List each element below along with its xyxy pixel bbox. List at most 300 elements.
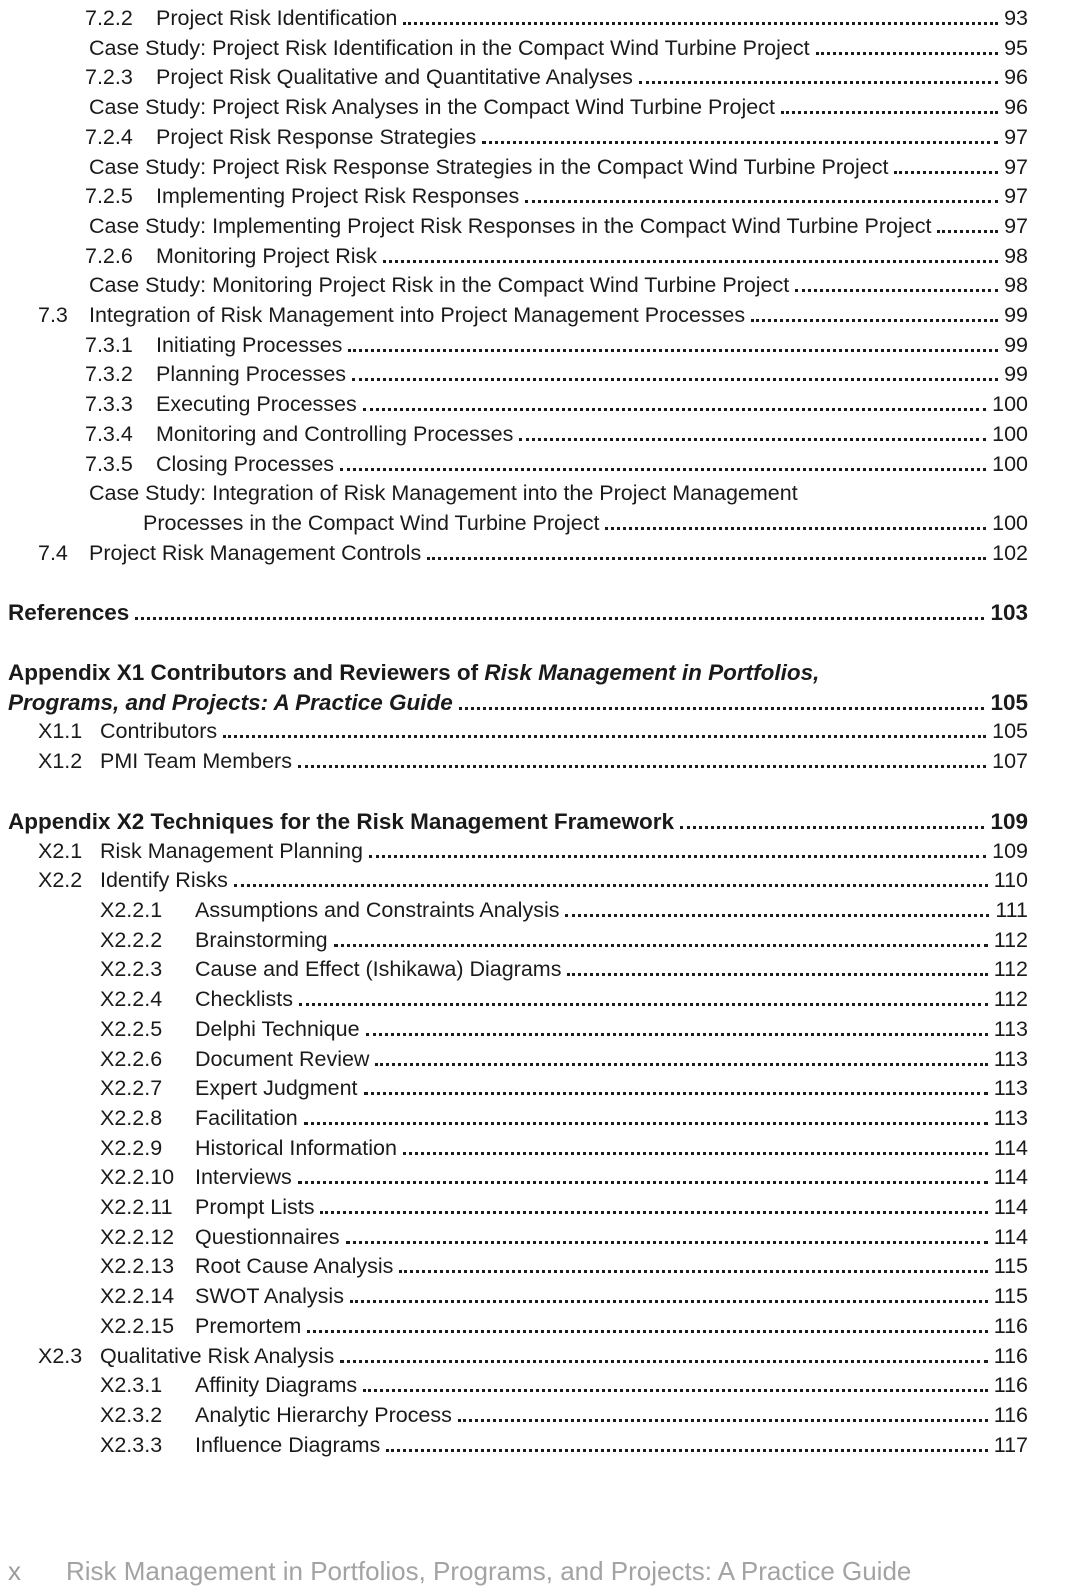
toc-entry — [8, 479, 1028, 538]
toc-entry-page: 115 — [993, 1284, 1028, 1309]
dot-leader — [352, 365, 998, 382]
toc-entry-title-text: References — [8, 600, 130, 626]
toc-entry — [8, 1134, 1028, 1164]
toc-entry-page: 105 — [992, 719, 1028, 744]
toc-entry — [8, 837, 1028, 867]
toc-entry-title — [156, 390, 357, 420]
toc-entry-line — [100, 1252, 1028, 1282]
toc-entry — [8, 390, 1028, 420]
toc-entry-title — [8, 688, 453, 718]
toc-entry — [8, 807, 1028, 837]
toc-entry-title-text: Project Risk Management Controls — [89, 540, 422, 565]
toc-entry-title — [89, 539, 421, 569]
dot-leader — [299, 989, 988, 1006]
dot-leader — [298, 1168, 988, 1185]
toc-entry-number: X2.2.5 — [100, 1016, 163, 1041]
toc-entry — [8, 1015, 1028, 1045]
dot-leader — [346, 1227, 988, 1244]
toc-entry-page: 112 — [993, 987, 1028, 1012]
toc-entry-page: 100 — [992, 392, 1028, 417]
toc-entry-line-continuation — [8, 688, 1028, 718]
toc-entry-title-text: Project Risk Qualitative and Quantitative Analyses — [156, 65, 633, 90]
dot-leader — [363, 1375, 988, 1392]
toc-entry-line — [38, 747, 1028, 777]
toc-entry-line-continuation — [89, 509, 1028, 539]
toc-entry-page: 116 — [993, 1402, 1028, 1427]
toc-entry-line — [100, 1045, 1028, 1075]
toc-entry-number: X2.2.1 — [100, 897, 163, 922]
toc-entry-title — [195, 1223, 340, 1253]
toc-entry-page: 99 — [1004, 303, 1028, 328]
toc-entry-line — [85, 331, 1028, 361]
toc-entry — [8, 360, 1028, 390]
toc-entry-line — [100, 1104, 1028, 1134]
toc-entry-page: 115 — [993, 1254, 1028, 1279]
toc-entry-title — [156, 420, 513, 450]
toc-entry-page: 97 — [1004, 154, 1028, 179]
toc-entry-title — [156, 4, 397, 34]
toc-entry-title-text: Case Study: Project Risk Analyses in the Compact Wind Turbine Project — [89, 95, 775, 120]
toc-entry-title-text: Premortem — [195, 1313, 302, 1338]
toc-entry-title — [8, 807, 674, 837]
toc-entry-title-text: Contributors — [100, 719, 218, 744]
toc-entry-line — [100, 1163, 1028, 1193]
toc-entry-title-text: Processes in the Compact Wind Turbine Project — [143, 510, 600, 535]
toc-entry-number: X2.2.14 — [100, 1284, 175, 1309]
dot-leader — [304, 1108, 988, 1125]
toc-entry-page: 117 — [993, 1432, 1028, 1457]
toc-entry-number: X2.2.3 — [100, 957, 163, 982]
toc-entry-number: 7.2.2 — [85, 6, 133, 30]
toc-entry-title — [195, 955, 561, 985]
toc-entry-title — [195, 1193, 314, 1223]
toc-entry-title — [195, 1282, 344, 1312]
toc-entry-page: 93 — [1004, 6, 1028, 30]
dot-leader — [375, 1049, 987, 1066]
toc-entry-title — [89, 153, 888, 183]
toc-entry-page: 110 — [993, 868, 1028, 893]
toc-entry-page: 97 — [1004, 213, 1028, 238]
toc-entry — [8, 1282, 1028, 1312]
toc-entry-page: 95 — [1004, 35, 1028, 60]
toc-entry-title-text: Implementing Project Risk Responses — [156, 184, 520, 209]
toc-entry-title — [156, 360, 346, 390]
toc-entry-title — [195, 1312, 301, 1342]
toc-entry-title — [100, 1342, 334, 1372]
toc-entry-title — [89, 301, 745, 331]
dot-leader — [605, 513, 986, 530]
toc-entry-title-text: Project Risk Identification — [156, 6, 398, 30]
toc-entry — [8, 598, 1028, 628]
toc-entry-title — [195, 1371, 357, 1401]
dot-leader — [781, 97, 998, 114]
toc-entry-line — [85, 450, 1028, 480]
toc-entry-page: 114 — [993, 1135, 1028, 1160]
toc-entry-page: 100 — [992, 510, 1028, 535]
toc-entry-number: 7.2.4 — [85, 124, 133, 149]
toc-entry-title — [156, 182, 519, 212]
toc-entry-line — [89, 212, 1028, 242]
toc-entry — [8, 747, 1028, 777]
toc-entry-line — [85, 4, 1028, 34]
toc-entry-page: 105 — [990, 689, 1028, 715]
toc-entry-title — [195, 1074, 358, 1104]
toc-entry — [8, 301, 1028, 331]
dot-leader — [348, 335, 998, 352]
toc-entry-line — [89, 34, 1028, 64]
toc-entry-title-text: Case Study: Project Risk Response Strategies in the Compact Wind Turbine Project — [89, 154, 889, 179]
toc-entry-page: 113 — [993, 1016, 1028, 1041]
toc-entry — [8, 450, 1028, 480]
toc-entry — [8, 1312, 1028, 1342]
toc-entry-title-text: Appendix X1 Contributors and Reviewers of — [8, 660, 485, 686]
dot-leader — [894, 157, 998, 174]
toc-entry-line — [85, 242, 1028, 272]
toc-entry — [8, 717, 1028, 747]
toc-entry-page: 112 — [993, 927, 1028, 952]
toc-entry-page: 114 — [993, 1224, 1028, 1249]
toc-entry — [8, 539, 1028, 569]
toc-entry-line — [38, 1342, 1028, 1372]
toc-entry-title-text: Case Study: Monitoring Project Risk in the Compact Wind Turbine Project — [89, 273, 790, 298]
toc-entry-page: 113 — [993, 1046, 1028, 1071]
toc-entry-line — [100, 1312, 1028, 1342]
toc-entry-number: 7.2.3 — [85, 65, 133, 90]
dot-leader — [795, 276, 998, 293]
toc-entry — [8, 1104, 1028, 1134]
toc-entry-title — [89, 212, 931, 242]
toc-entry-line — [89, 479, 1028, 509]
toc-entry — [8, 1252, 1028, 1282]
toc-entry-line — [100, 955, 1028, 985]
toc-entry-page: 99 — [1004, 362, 1028, 387]
toc-entry — [8, 1074, 1028, 1104]
dot-leader — [366, 1019, 988, 1036]
toc-entry-page: 99 — [1004, 332, 1028, 357]
page-footer — [8, 1556, 1028, 1586]
toc-entry-number: X2.2.11 — [100, 1195, 173, 1220]
toc-entry-page: 109 — [990, 808, 1028, 834]
toc-entry-line — [38, 539, 1028, 569]
dot-leader — [482, 127, 998, 144]
toc-list — [8, 4, 1028, 1460]
toc-entry-page: 98 — [1004, 273, 1028, 298]
toc-entry-title-text: Analytic Hierarchy Process — [195, 1402, 452, 1427]
dot-leader — [751, 305, 998, 322]
toc-entry — [8, 1431, 1028, 1461]
toc-entry — [8, 93, 1028, 123]
toc-entry-line — [8, 658, 1028, 688]
dot-leader — [639, 68, 998, 85]
toc-entry-line — [38, 717, 1028, 747]
toc-entry-number: 7.3.1 — [85, 332, 133, 357]
dot-leader — [519, 424, 986, 441]
toc-entry — [8, 1163, 1028, 1193]
toc-entry-title-text: Assumptions and Constraints Analysis — [195, 897, 560, 922]
dot-leader — [234, 871, 988, 888]
toc-entry-number: X2.2.10 — [100, 1165, 175, 1190]
dot-leader — [383, 246, 998, 263]
folio-page-number: x — [8, 1556, 21, 1586]
toc-entry-title-italic: Risk Management in Portfolios, — [484, 660, 820, 686]
toc-entry-title — [156, 123, 476, 153]
dot-leader — [334, 930, 988, 947]
toc-entry-number: X2.3.2 — [100, 1402, 163, 1427]
toc-entry-line — [100, 1371, 1028, 1401]
toc-entry-line — [100, 1282, 1028, 1312]
toc-entry-title — [100, 837, 363, 867]
dot-leader — [403, 1138, 988, 1155]
toc-entry — [8, 182, 1028, 212]
toc-entry-line — [100, 1431, 1028, 1461]
toc-entry-title — [195, 1163, 292, 1193]
toc-entry-line — [8, 598, 1028, 628]
toc-entry — [8, 420, 1028, 450]
toc-entry-title — [195, 1045, 369, 1075]
toc-entry-page: 116 — [993, 1313, 1028, 1338]
toc-entry-title — [89, 271, 789, 301]
toc-entry — [8, 271, 1028, 301]
toc-entry-number: X1.2 — [38, 749, 83, 774]
toc-entry-line — [100, 1193, 1028, 1223]
toc-entry-page: 96 — [1004, 65, 1028, 90]
dot-leader — [340, 454, 986, 471]
dot-leader — [340, 1346, 988, 1363]
toc-entry-page: 113 — [993, 1105, 1028, 1130]
toc-entry — [8, 1193, 1028, 1223]
toc-entry-line — [89, 271, 1028, 301]
toc-entry-line — [100, 896, 1028, 926]
toc-entry-number: X2.2.2 — [100, 927, 163, 952]
toc-entry-title — [8, 598, 129, 628]
toc-entry-line — [38, 301, 1028, 331]
toc-entry-line — [8, 807, 1028, 837]
dot-leader — [403, 8, 998, 25]
toc-entry-title-text: Integration of Risk Management into Project Management Processes — [89, 303, 746, 328]
toc-entry-page: 114 — [993, 1165, 1028, 1190]
toc-entry-number: X2.3 — [38, 1343, 83, 1368]
toc-entry — [8, 212, 1028, 242]
dot-leader — [458, 1405, 988, 1422]
toc-entry — [8, 896, 1028, 926]
dot-leader — [135, 603, 984, 621]
toc-entry-line — [100, 1223, 1028, 1253]
toc-entry-number: X2.2.15 — [100, 1313, 175, 1338]
toc-entry — [8, 1223, 1028, 1253]
toc-entry-title-text: Project Risk Response Strategies — [156, 124, 477, 149]
toc-entry-title-text: Case Study: Project Risk Identification in the Compact Wind Turbine Project — [89, 35, 810, 60]
toc-entry-title-italic: Programs, and Projects: A Practice Guide — [8, 689, 453, 715]
toc-entry-title-text: Cause and Effect (Ishikawa) Diagrams — [195, 957, 562, 982]
toc-entry-number: 7.2.6 — [85, 243, 133, 268]
toc-entry-page: 116 — [993, 1373, 1028, 1398]
toc-entry-title-text: Identify Risks — [100, 868, 228, 893]
toc-entry-title-text: Delphi Technique — [195, 1016, 360, 1041]
toc-entry-page: 109 — [992, 838, 1028, 863]
toc-entry — [8, 4, 1028, 34]
toc-entry-title — [195, 1252, 393, 1282]
toc-entry-title-text: SWOT Analysis — [195, 1284, 344, 1309]
toc-entry-title-text: Qualitative Risk Analysis — [100, 1343, 335, 1368]
toc-entry-number: 7.3.2 — [85, 362, 133, 387]
toc-entry-page: 97 — [1004, 184, 1028, 209]
toc-entry-title-text: Checklists — [195, 987, 293, 1012]
toc-entry-number: X1.1 — [38, 719, 83, 744]
toc-entry-page: 96 — [1004, 95, 1028, 120]
toc-entry-title — [195, 1134, 397, 1164]
toc-entry-number: X2.2.9 — [100, 1135, 163, 1160]
toc-entry — [8, 1342, 1028, 1372]
toc-entry-title-text: Interviews — [195, 1165, 292, 1190]
toc-entry-title — [195, 926, 328, 956]
toc-entry-page: 116 — [993, 1343, 1028, 1368]
toc-entry-title — [156, 450, 334, 480]
toc-entry — [8, 1045, 1028, 1075]
toc-entry-line — [85, 420, 1028, 450]
toc-entry-line — [100, 1134, 1028, 1164]
toc-entry-title — [89, 479, 798, 509]
toc-entry-page: 103 — [990, 600, 1028, 626]
toc-entry-line — [38, 837, 1028, 867]
toc-entry-number: 7.3.3 — [85, 392, 133, 417]
toc-entry — [8, 331, 1028, 361]
toc-entry-page: 98 — [1004, 243, 1028, 268]
toc-entry-title-text: Case Study: Implementing Project Risk Responses in the Compact Wind Turbine Project — [89, 213, 932, 238]
toc-entry-title — [143, 509, 599, 539]
dot-leader — [680, 811, 984, 829]
toc-entry-title-text: Case Study: Integration of Risk Management into the Project Management — [89, 481, 798, 506]
toc-entry-title-text: Closing Processes — [156, 451, 335, 476]
toc-entry-title — [195, 1431, 380, 1461]
toc-entry-page: 107 — [992, 749, 1028, 774]
toc-entry-number: X2.2.8 — [100, 1105, 163, 1130]
toc-entry-number: X2.2.12 — [100, 1224, 175, 1249]
toc-entry-title-text: Brainstorming — [195, 927, 328, 952]
toc-entry-line — [85, 63, 1028, 93]
toc-entry-title — [195, 1401, 452, 1431]
toc-entry-title — [156, 331, 342, 361]
footer-book-title: Risk Management in Portfolios, Programs, and Projects: A Practice Guide — [66, 1556, 912, 1586]
toc-entry-title-text: Expert Judgment — [195, 1076, 358, 1101]
toc-entry-number: 7.3.5 — [85, 451, 133, 476]
dot-leader — [459, 692, 985, 710]
dot-leader — [350, 1286, 988, 1303]
toc-entry-number: 7.3.4 — [85, 421, 133, 446]
toc-entry-number: 7.3 — [38, 303, 68, 328]
toc-entry-title-text: Monitoring Project Risk — [156, 243, 378, 268]
toc-entry — [8, 34, 1028, 64]
toc-entry-title — [100, 866, 228, 896]
toc-entry — [8, 926, 1028, 956]
toc-entry-number: X2.2.7 — [100, 1076, 163, 1101]
toc-entry-line — [100, 1074, 1028, 1104]
dot-leader — [937, 216, 998, 233]
toc-entry-title-text: Risk Management Planning — [100, 838, 363, 863]
toc-entry-title-text: Executing Processes — [156, 392, 357, 417]
toc-entry-title-text: Root Cause Analysis — [195, 1254, 394, 1279]
toc-entry-line — [89, 153, 1028, 183]
toc-entry-page: 100 — [992, 421, 1028, 446]
toc-entry — [8, 123, 1028, 153]
toc-entry-title-text: Historical Information — [195, 1135, 397, 1160]
dot-leader — [399, 1257, 987, 1274]
toc-entry-page: 114 — [993, 1195, 1028, 1220]
dot-leader — [320, 1197, 987, 1214]
toc-entry-title — [100, 747, 292, 777]
toc-entry-title — [8, 658, 819, 688]
toc-entry-title-text: Planning Processes — [156, 362, 347, 387]
toc-entry-number: X2.3.1 — [100, 1373, 163, 1398]
toc-entry-number: X2.2.6 — [100, 1046, 163, 1071]
dot-leader — [298, 751, 986, 768]
toc-entry-title-text: Affinity Diagrams — [195, 1373, 358, 1398]
toc-entry-title-text: Facilitation — [195, 1105, 298, 1130]
toc-entry-line — [85, 123, 1028, 153]
toc-entry-line — [100, 985, 1028, 1015]
toc-entry-title — [195, 1015, 360, 1045]
toc-entry-page: 113 — [993, 1076, 1028, 1101]
toc-entry-line — [85, 360, 1028, 390]
toc-entry — [8, 866, 1028, 896]
toc-entry-title-text: Prompt Lists — [195, 1195, 315, 1220]
dot-leader — [565, 900, 989, 917]
toc-entry-title-text: PMI Team Members — [100, 749, 292, 774]
toc-entry-number: X2.3.3 — [100, 1432, 163, 1457]
toc-entry-page: 100 — [992, 451, 1028, 476]
dot-leader — [307, 1316, 987, 1333]
dot-leader — [427, 543, 986, 560]
toc-entry — [8, 63, 1028, 93]
toc-entry-title — [89, 93, 775, 123]
toc-entry-line — [85, 182, 1028, 212]
toc-entry — [8, 658, 1028, 717]
dot-leader — [369, 841, 986, 858]
dot-leader — [816, 38, 999, 55]
toc-entry-title — [156, 242, 377, 272]
toc-entry-page: 102 — [992, 540, 1028, 565]
toc-entry-title — [195, 1104, 298, 1134]
toc-entry — [8, 955, 1028, 985]
toc-entry-line — [100, 1401, 1028, 1431]
toc-entry-page: 111 — [995, 897, 1028, 922]
toc-entry-title-text: Document Review — [195, 1046, 370, 1071]
toc-entry-title-text: Monitoring and Controlling Processes — [156, 421, 514, 446]
toc-entry-line — [100, 1015, 1028, 1045]
dot-leader — [567, 960, 987, 977]
toc-entry-number: X2.2 — [38, 868, 83, 893]
toc-entry-page: 97 — [1004, 124, 1028, 149]
toc-entry-title — [100, 717, 217, 747]
toc-entry-title — [195, 985, 293, 1015]
toc-entry — [8, 242, 1028, 272]
toc-entry-number: X2.2.4 — [100, 987, 163, 1012]
toc-entry-title-text: Appendix X2 Techniques for the Risk Management Framework — [8, 808, 674, 834]
dot-leader — [386, 1435, 987, 1452]
dot-leader — [364, 1078, 988, 1095]
toc-entry-title — [195, 896, 559, 926]
toc-entry-number: 7.2.5 — [85, 184, 133, 209]
toc-entry-title — [89, 34, 810, 64]
toc-entry-line — [100, 926, 1028, 956]
toc-entry — [8, 153, 1028, 183]
toc-entry-number: 7.4 — [38, 540, 68, 565]
toc-entry — [8, 1371, 1028, 1401]
toc-entry-number: X2.1 — [38, 838, 83, 863]
toc-entry-line — [38, 866, 1028, 896]
toc-entry-title-text: Initiating Processes — [156, 332, 343, 357]
toc-entry-line — [89, 93, 1028, 123]
toc-entry-title-text: Questionnaires — [195, 1224, 340, 1249]
